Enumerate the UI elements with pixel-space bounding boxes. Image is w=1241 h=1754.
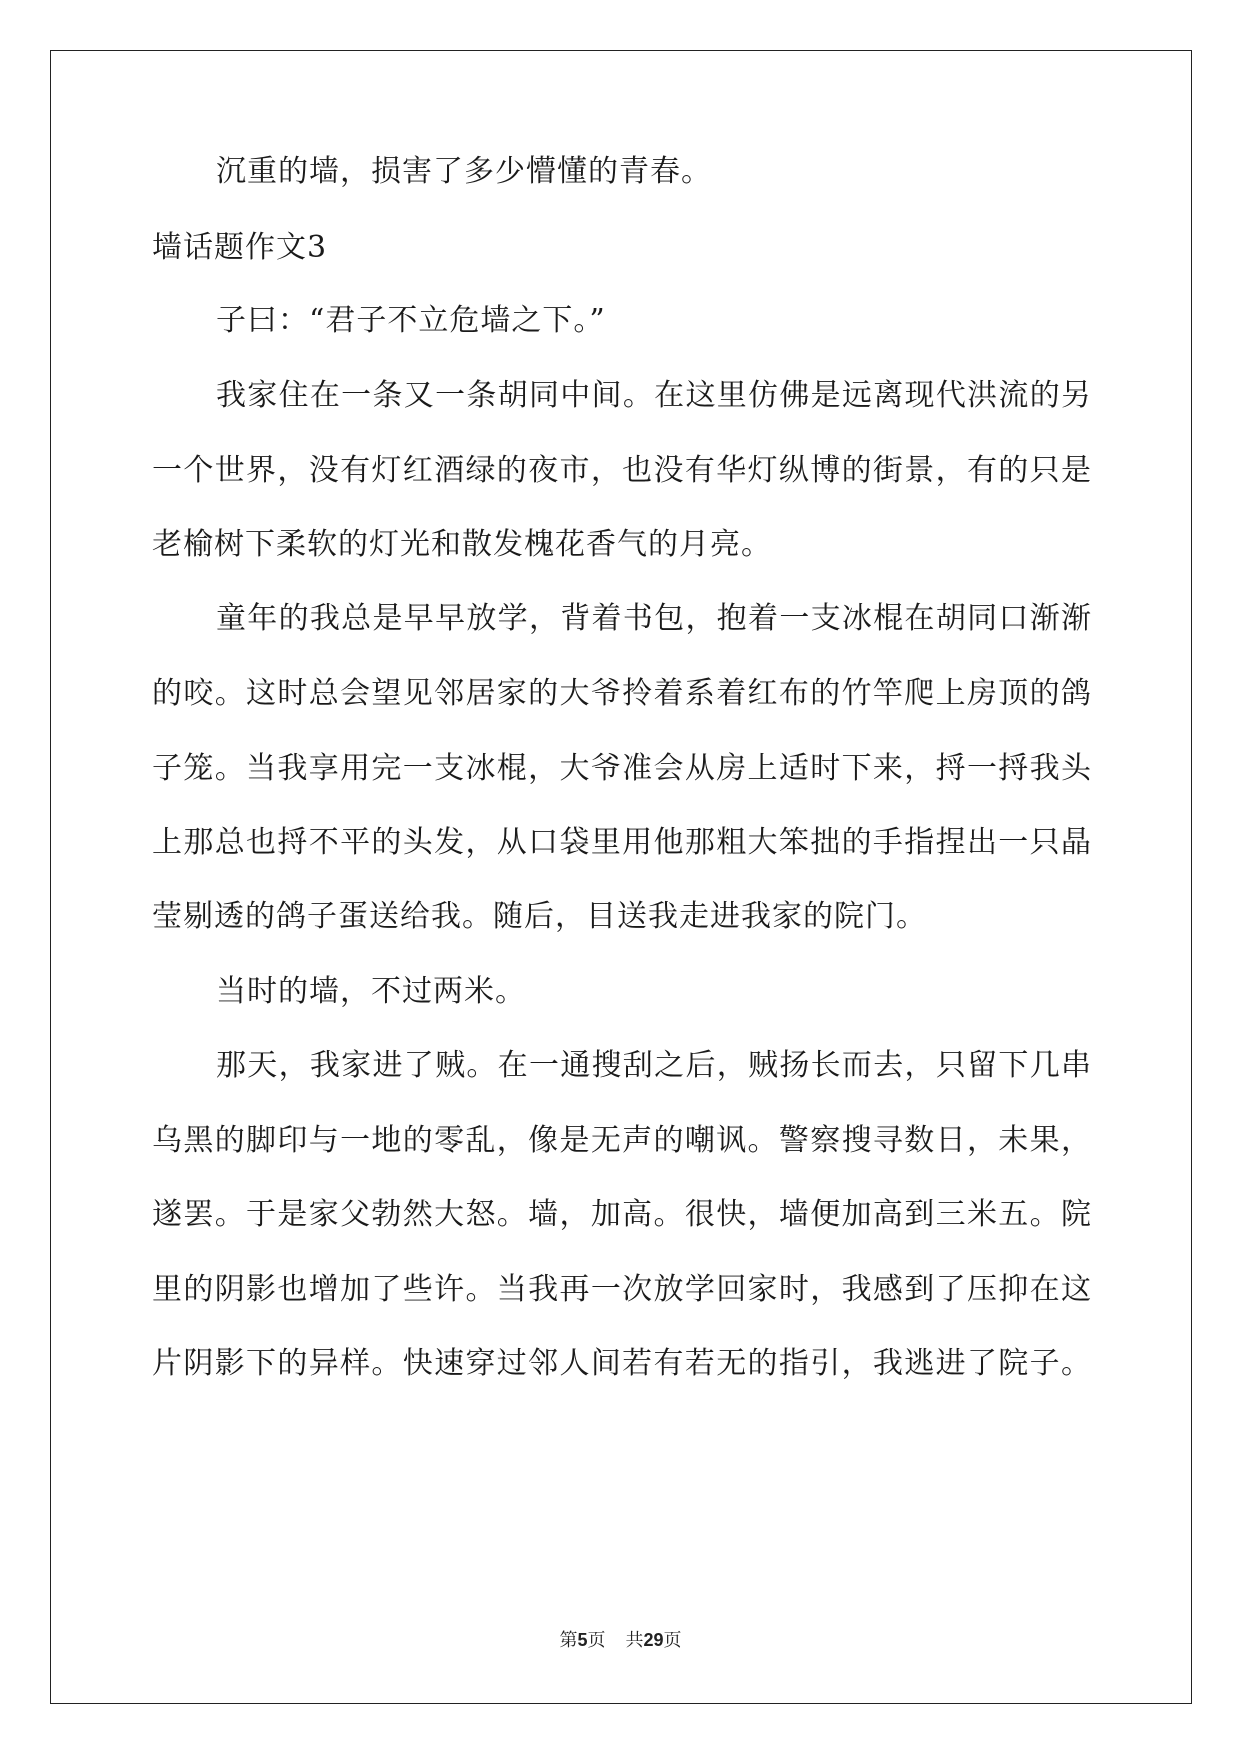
total-prefix: 共 xyxy=(625,1630,644,1651)
text-line: 那天，我家进了贼。在一通搜刮之后，贼扬长而去，只留下几串 xyxy=(216,1048,1092,1083)
text-line: 子笼。当我享用完一支冰棍，大爷准会从房上适时下来，捋一捋我头 xyxy=(152,751,1092,786)
text-line: 遂罢。于是家父勃然大怒。墙，加高。很快，墙便加高到三米五。院 xyxy=(152,1197,1092,1232)
text-line: 童年的我总是早早放学，背着书包，抱着一支冰棍在胡同口渐渐 xyxy=(216,601,1092,636)
text-line: 我家住在一条又一条胡同中间。在这里仿佛是远离现代洪流的另 xyxy=(216,378,1092,413)
text-line: 莹剔透的鸽子蛋送给我。随后，目送我走进我家的院门。 xyxy=(152,899,927,934)
text-line: 老榆树下柔软的灯光和散发槐花香气的月亮。 xyxy=(152,527,772,562)
text-line: 上那总也捋不平的头发，从口袋里用他那粗大笨拙的手指捏出一只晶 xyxy=(152,825,1092,860)
section-heading: 墙话题作文3 xyxy=(152,230,328,265)
page-number: 5 xyxy=(577,1630,588,1650)
text-line: 当时的墙，不过两米。 xyxy=(216,974,526,1009)
text-line: 沉重的墙，损害了多少懵懂的青春。 xyxy=(216,154,712,189)
text-line: 乌黑的脚印与一地的零乱，像是无声的嘲讽。警察搜寻数日，未果， xyxy=(152,1123,1092,1158)
text-line: 里的阴影也增加了些许。当我再一次放学回家时，我感到了压抑在这 xyxy=(152,1272,1092,1307)
page-prefix: 第 xyxy=(559,1630,578,1651)
page-border xyxy=(50,50,1192,1704)
text-line: 片阴影下的异样。快速穿过邻人间若有若无的指引，我逃进了院子。 xyxy=(152,1346,1092,1381)
total-pages: 29 xyxy=(643,1630,664,1650)
page-suffix: 页 xyxy=(587,1630,606,1651)
text-line: 子曰：“君子不立危墙之下。” xyxy=(216,303,606,338)
page-footer xyxy=(0,1628,1241,1653)
total-suffix: 页 xyxy=(663,1630,682,1651)
text-line: 的咬。这时总会望见邻居家的大爷拎着系着红布的竹竿爬上房顶的鸽 xyxy=(152,676,1092,711)
text-line: 一个世界，没有灯红酒绿的夜市，也没有华灯纵博的街景，有的只是 xyxy=(152,453,1092,488)
